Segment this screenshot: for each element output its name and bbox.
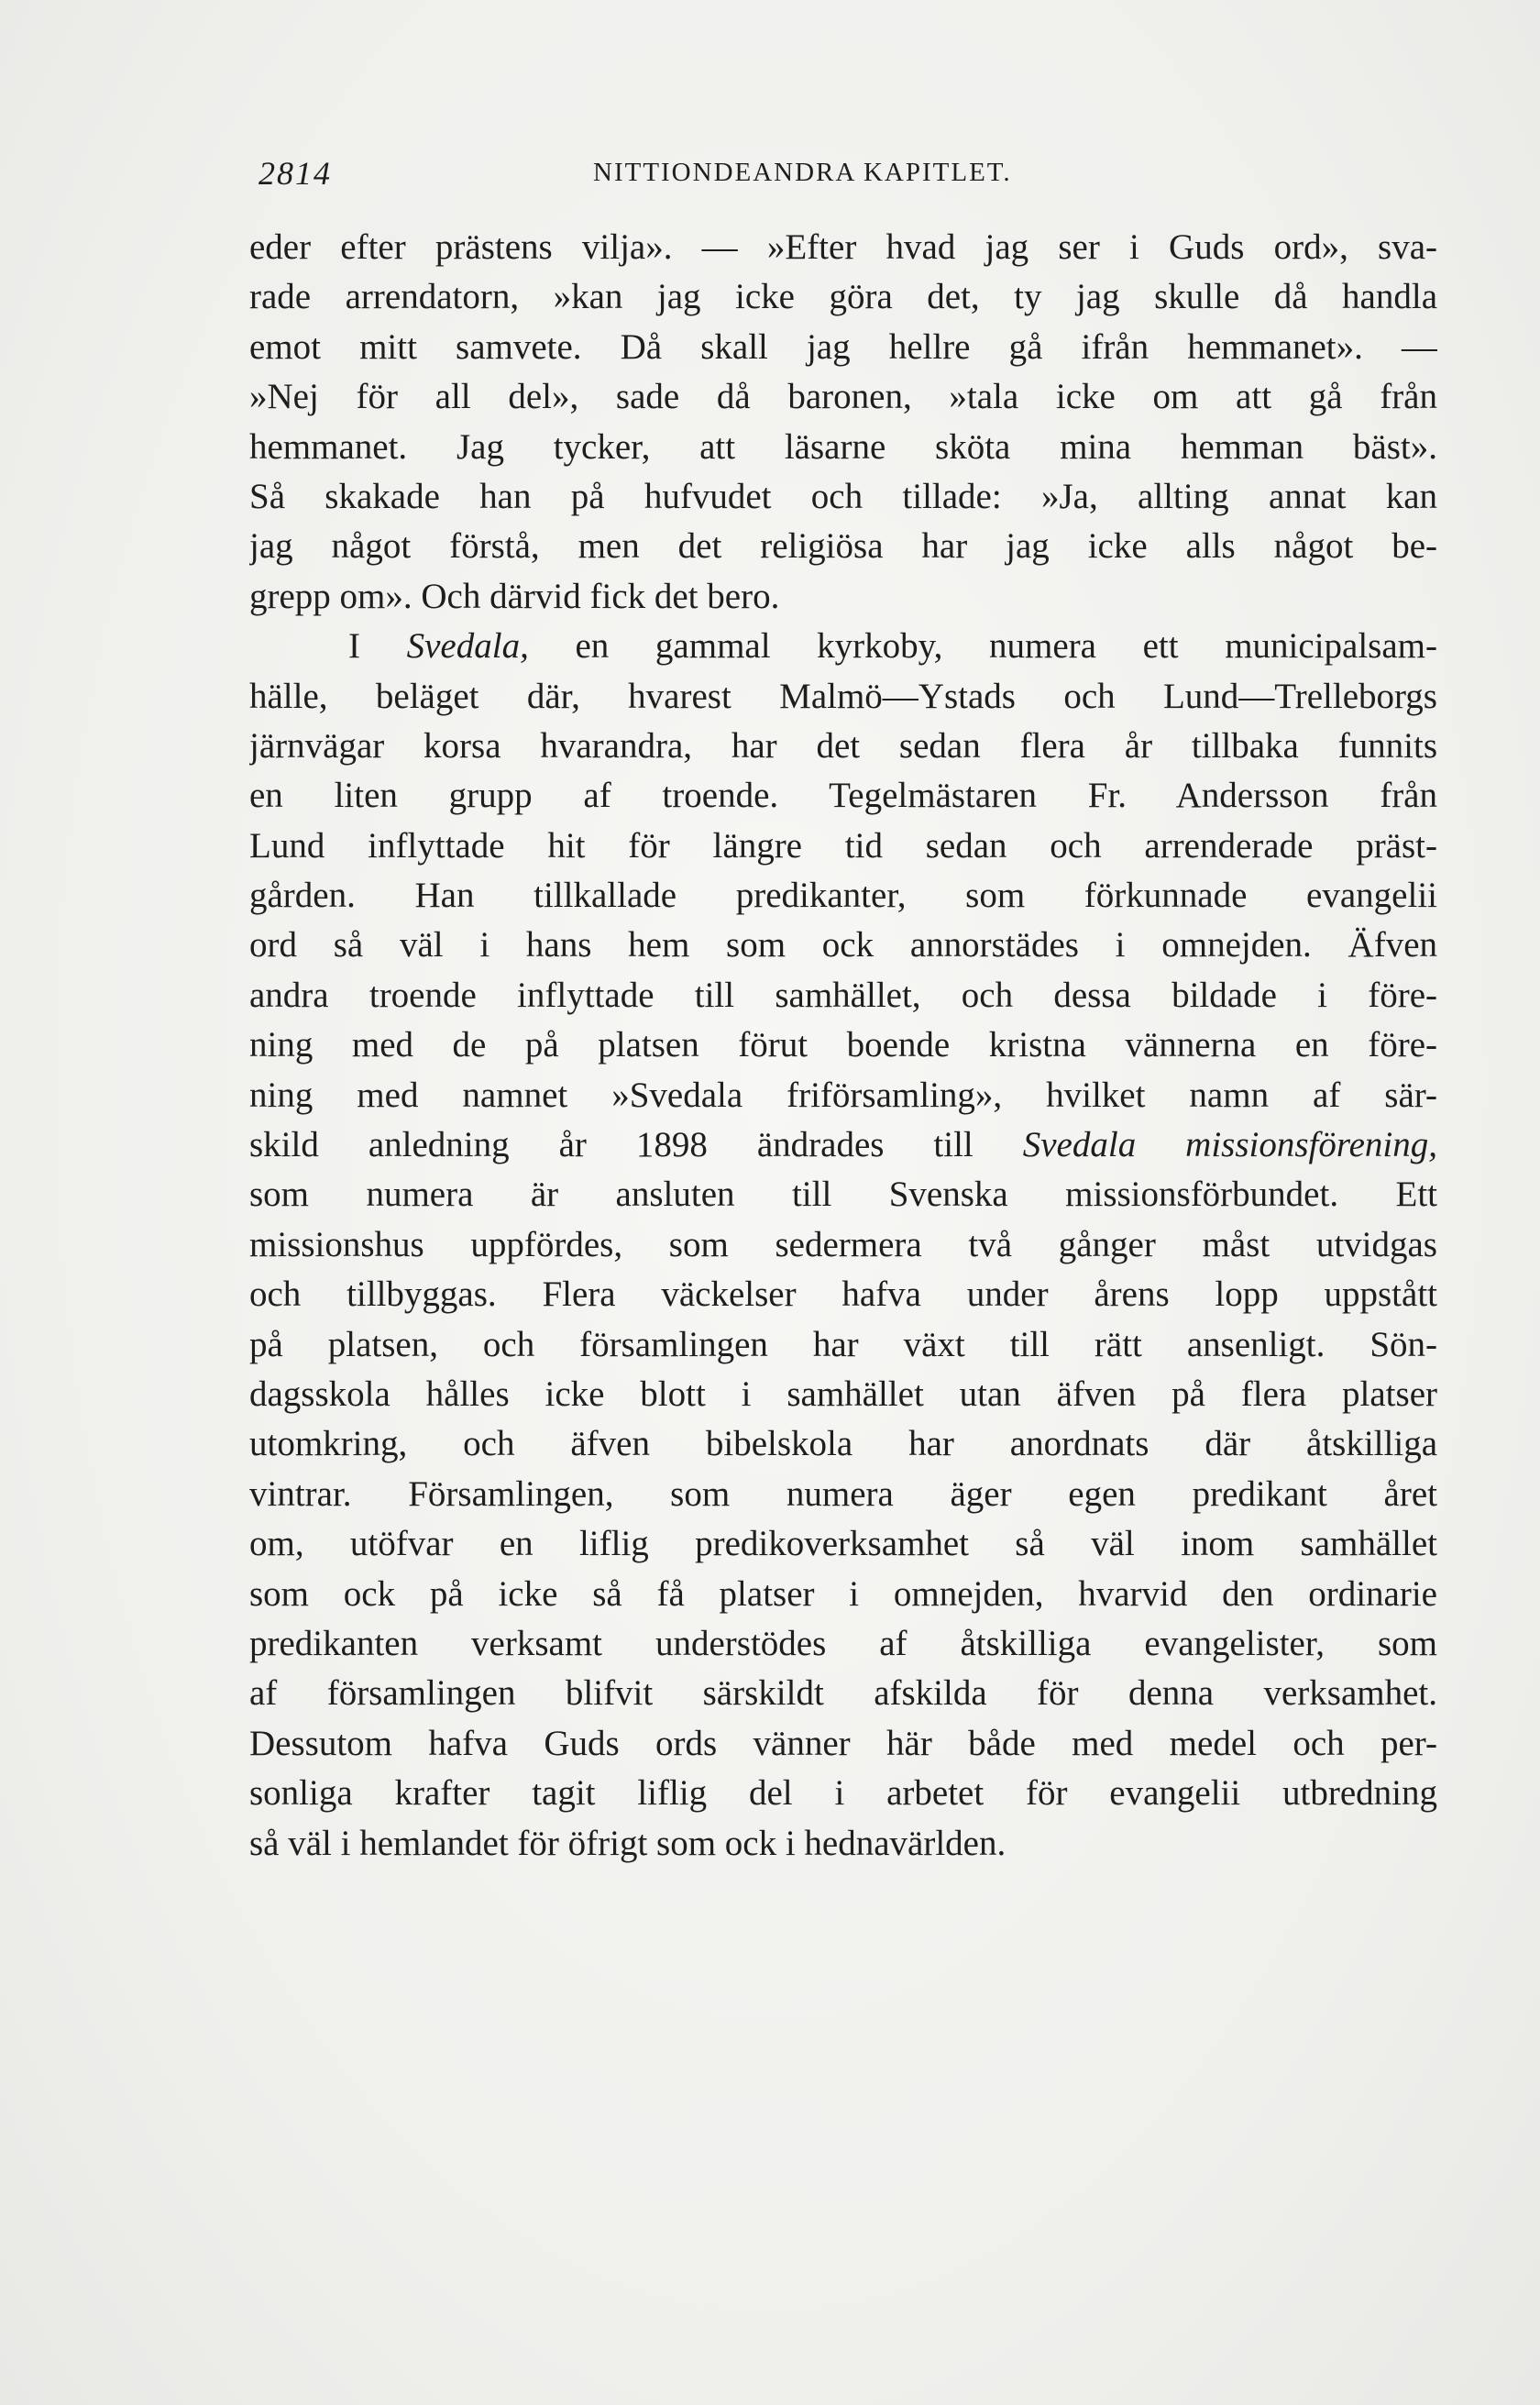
text-line: utomkring, och äfven bibelskola har anordnats där åtskilliga: [249, 1424, 1437, 1464]
text-line: järnvägar korsa hvarandra, har det sedan flera år tillbaka funnits: [249, 725, 1437, 766]
text-line: emot mitt samvete. Då skall jag hellre gå ifrån hemmanet». —: [249, 326, 1437, 367]
body-text: [249, 223, 1437, 1869]
text-line: gården. Han tillkallade predikanter, som förkunnade evangelii: [249, 876, 1437, 916]
text-line: vintrar. Församlingen, som numera äger egen predikant året: [249, 1473, 1437, 1514]
place-name-italic: Svedala,: [406, 626, 529, 667]
text-line: [249, 1120, 1437, 1170]
running-title: NITTIONDEANDRA KAPITLET.: [593, 158, 1012, 187]
text-line: dagsskola hålles icke blott i samhället utan äfven på flera platser: [249, 1373, 1437, 1414]
text-line: Lund inflyttade hit för längre tid sedan och arrenderade präst-: [249, 825, 1437, 866]
text-fragment: skild anledning år 1898 ändrades till: [249, 1125, 1023, 1165]
text-line: om, utöfvar en liflig predikoverksamhet så väl inom samhället: [249, 1524, 1437, 1564]
text-line: eder efter prästens vilja». — »Efter hvad jag ser i Guds ord», sva-: [249, 227, 1437, 267]
text-line: så väl i hemlandet för öfrigt som ock i hednavärlden.: [249, 1823, 1006, 1863]
text-line: missionshus uppfördes, som sedermera två gånger måst utvidgas: [249, 1224, 1437, 1264]
society-name-italic: Svedala missionsförening,: [1022, 1125, 1437, 1165]
text-line: ning med namnet »Svedala friförsamling», hvilket namn af sär-: [249, 1075, 1437, 1115]
text-line: som ock på icke så få platser i omnejden, hvarvid den ordinarie: [249, 1573, 1437, 1614]
text-line: grepp om». Och därvid fick det bero.: [249, 576, 780, 616]
text-line: Dessutom hafva Guds ords vänner här både med medel och per-: [249, 1723, 1437, 1763]
text-line: sonliga krafter tagit liflig del i arbetet för evangelii utbredning: [249, 1773, 1437, 1814]
text-line: predikanten verksamt understödes af åtskilliga evangelister, som: [249, 1623, 1437, 1663]
text-fragment: en gammal kyrkoby, numera ett municipalsam-: [528, 626, 1437, 667]
text-line: andra troende inflyttade till samhället, och dessa bildade i före-: [249, 975, 1437, 1015]
text-line: hemmanet. Jag tycker, att läsarne sköta mina hemman bäst».: [249, 426, 1437, 467]
text-line: »Nej för all del», sade då baronen, »tala icke om att gå från: [249, 377, 1437, 417]
text-line: som numera är ansluten till Svenska missionsförbundet. Ett: [249, 1175, 1437, 1215]
text-fragment: I: [348, 626, 407, 667]
text-line: och tillbyggas. Flera väckelser hafva under årens lopp uppstått: [249, 1274, 1437, 1315]
text-line: hälle, beläget där, hvarest Malmö—Ystads och Lund—Trelleborgs: [249, 676, 1437, 716]
text-line: [249, 622, 1437, 671]
page-header: [249, 154, 1441, 200]
text-line: ning med de på platsen förut boende kristna vännerna en före-: [249, 1025, 1437, 1065]
text-line: ord så väl i hans hem som ock annorstädes i omnejden. Äfven: [249, 925, 1437, 965]
text-line: jag något förstå, men det religiösa har jag icke alls något be-: [249, 526, 1437, 567]
text-line: på platsen, och församlingen har växt till rätt ansenligt. Sön-: [249, 1324, 1437, 1364]
text-line: rade arrendatorn, »kan jag icke göra det, ty jag skulle då handla: [249, 277, 1437, 317]
text-line: af församlingen blifvit särskildt afskilda för denna verksamhet.: [249, 1673, 1437, 1714]
page-number: 2814: [258, 155, 332, 192]
text-line: en liten grupp af troende. Tegelmästaren Fr. Andersson från: [249, 776, 1437, 816]
text-line: Så skakade han på hufvudet och tillade: »Ja, allting annat kan: [249, 476, 1437, 516]
